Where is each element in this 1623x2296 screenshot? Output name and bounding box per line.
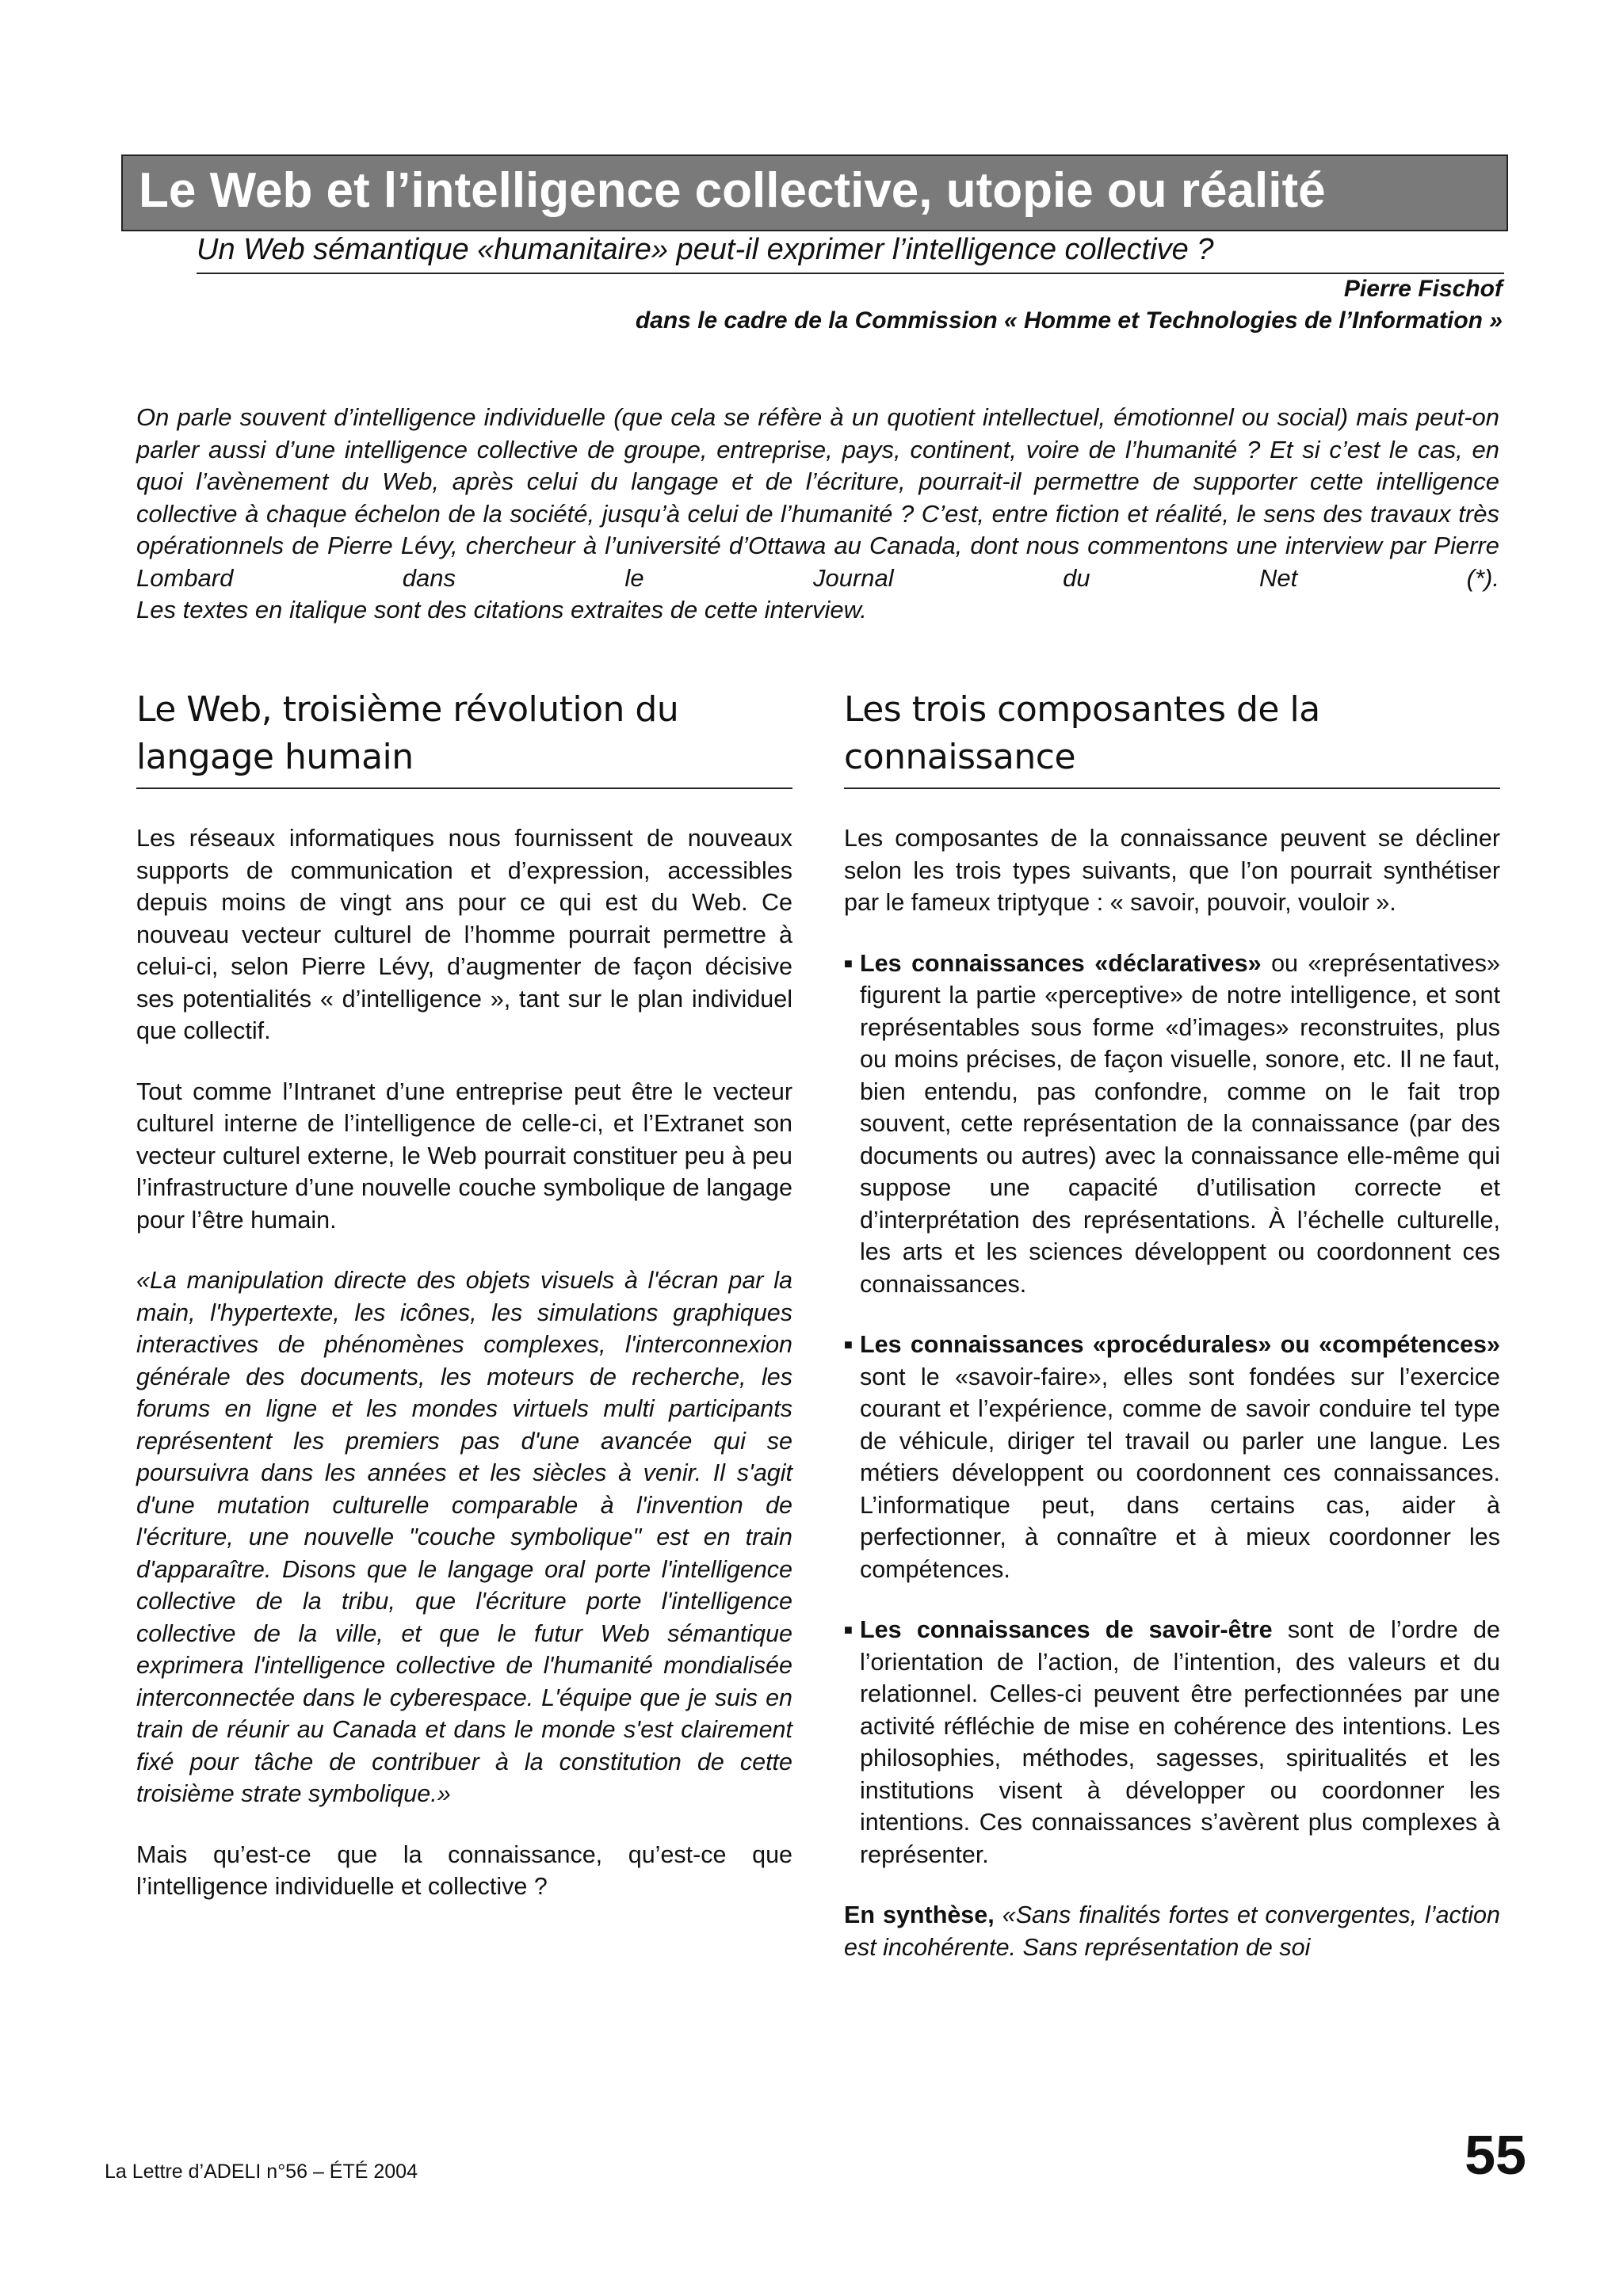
square-bullet-icon: ■ (844, 955, 853, 971)
bullet-item (844, 1329, 1500, 1585)
synthesis-label: En synthèse, (844, 1901, 995, 1928)
square-bullet-icon: ■ (844, 1622, 853, 1638)
footer-journal: La Lettre d’ADELI n°56 – ÉTÉ 2004 (105, 2161, 418, 2183)
right-paragraph-1: Les composantes de la connaissance peuvent se décliner selon les trois types suivants, que l’on pourrait synthétiser par le fameux triptyque : « savoir, pouvoir, vouloir ». (844, 825, 1500, 916)
subtitle: Un Web sémantique «humanitaire» peut-il exprimer l’intelligence collective ? (197, 233, 1214, 266)
bullet-title: Les connaissances «déclaratives» (860, 949, 1262, 977)
left-quote: «La manipulation directe des objets visuels à l'écran par la main, l'hypertexte, les icônes, les simulations graphiques interactives de phénomènes complexes, l'interconnexion générale des documents, les moteurs de recherche, les forums en ligne et les mondes virtuels multi participants représentent les premiers pas d'une avancée qui se poursuivra dans les années et les siècles à venir. Il s'agit d'une mutation culturelle comparable à l'invention de l'écriture, une nouvelle "couche symbolique" est en train d'apparaître. Disons que le langage oral porte l'intelligence collective de la tribu, que l'écriture porte l'intelligence collective de la ville, et que le futur Web sémantique exprimera l'intelligence collective de l'humanité mondialisée interconnectée dans le cyberespace. L'équipe que je suis en train de réunir au Canada et dans le monde s'est clairement fixé pour tâche de contribuer à la constitution de cette troisième strate symbolique.» (136, 1267, 792, 1807)
bullet-text: ou «représentatives» figurent la partie «perceptive» de notre intelligence, et sont représentables sous forme «d’images» reconstruites, plus ou moins précises, de façon visuelle, sonore, etc. Il ne faut, bien entendu, pas confondre, comme on le fait trop souvent, cette représentation de la connaissance (par des documents ou autres) avec la connaissance elle-même qui suppose une capacité d’utilisation correcte et d’interprétation des représentations. À l’échelle culturelle, les arts et les sciences développent ou coordonnent ces connaissances. (860, 949, 1500, 1298)
right-heading: Les trois composantes de la connaissance (844, 686, 1500, 789)
synthesis-text: «Sans finalités fortes et convergentes, l’action est incohérente. Sans représentation de soi (844, 1901, 1500, 1961)
synthesis-paragraph (844, 1899, 1500, 1963)
left-paragraph-1: Les réseaux informatiques nous fournissent de nouveaux supports de communication et d’expression, accessibles depuis moins de vingt ans pour ce qui est du Web. Ce nouveau vecteur culturel de l’homme pourrait permettre à celui-ci, selon Pierre Lévy, d’augmenter de façon décisive ses potentialités « d’intelligence », tant sur le plan individuel que collectif. (136, 825, 792, 1044)
intro-paragraph: On parle souvent d’intelligence individuelle (que cela se réfère à un quotient intellectuel, émotionnel ou social) mais peut-on parler aussi d’une intelligence collective de groupe, entreprise, pays, continent, voire de l’humanité ? Et si c’est le cas, en quoi l’avènement du Web, après celui du langage et de l’écriture, pourrait-il permettre de supporter cette intelligence collective à chaque échelon de la société, jusqu’à celui de l’humanité ? C’est, entre fiction et réalité, le sens des travaux très opérationnels de Pierre Lévy, chercheur à l’université d’Ottawa au Canada, dont nous commentons une interview par Pierre Lombard dans le Journal du Net (*). (136, 403, 1499, 592)
intro (136, 402, 1499, 627)
right-column (844, 686, 1500, 1992)
bullet-title: Les connaissances de savoir-être (860, 1616, 1273, 1643)
page-number: 55 (1465, 2124, 1526, 2186)
title-box (121, 154, 1508, 231)
author: Pierre Fischof (1343, 276, 1503, 302)
affiliation: dans le cadre de la Commission « Homme et Technologies de l’Information » (635, 307, 1503, 334)
bullet-title: Les connaissances «procédurales» ou «compétences» (860, 1331, 1500, 1358)
page-title: Le Web et l’intelligence collective, utopie ou réalité (139, 163, 1326, 218)
subtitle-divider (197, 273, 1504, 274)
bullet-item (844, 948, 1500, 1301)
intro-note: Les textes en italique sont des citations extraites de cette interview. (136, 596, 867, 624)
left-column (136, 686, 792, 1932)
bullet-text: sont de l’ordre de l’orientation de l’action, de l’intention, des valeurs et du relationnel. Celles-ci peuvent être perfectionnées par une activité réfléchie de mise en cohérence des intentions. Les philosophies, méthodes, sagesses, spiritualités et les institutions visent à développer ou coordonner les intentions. Ces connaissances s’avèrent plus complexes à représenter. (860, 1616, 1500, 1868)
left-heading: Le Web, troisième révolution du langage humain (136, 686, 792, 789)
bullet-text: sont le «savoir-faire», elles sont fondées sur l’exercice courant et l’expérience, comme de savoir conduire tel type de véhicule, diriger tel travail ou parler une langue. Les métiers développent ou coordonnent ces connaissances. L’informatique peut, dans certains cas, aider à perfectionner, à connaître et à mieux coordonner les compétences. (860, 1363, 1500, 1583)
left-paragraph-3: Mais qu’est-ce que la connaissance, qu’est-ce que l’intelligence individuelle et collective ? (136, 1840, 792, 1900)
bullet-item (844, 1614, 1500, 1871)
square-bullet-icon: ■ (844, 1337, 853, 1352)
left-paragraph-2: Tout comme l’Intranet d’une entreprise peut être le vecteur culturel interne de l’intelligence de celle-ci, et l’Extranet son vecteur culturel externe, le Web pourrait constituer peu à peu l’infrastructure d’une nouvelle couche symbolique de langage pour l’être humain. (136, 1077, 792, 1234)
